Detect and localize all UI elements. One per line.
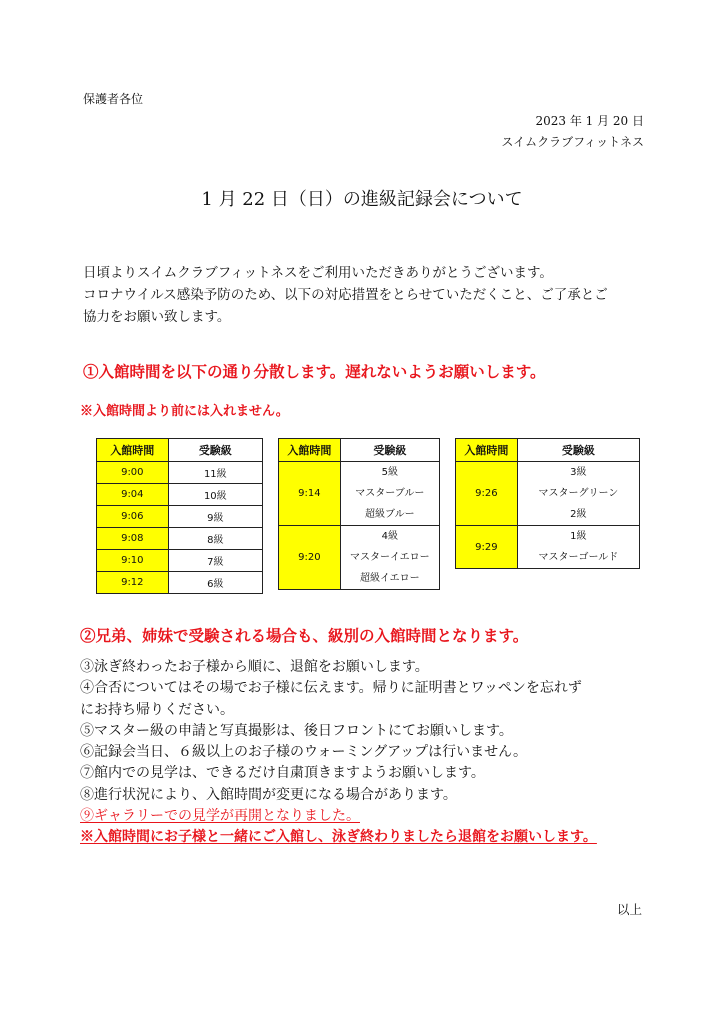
note-item: ④合否についてはその場でお子様に伝えます。帰りに証明書とワッペンを忘れず [80, 680, 582, 697]
table-header-row [456, 439, 640, 462]
note-item-gallery: ⑨ギャラリーでの見学が再開となりました。 [80, 808, 360, 825]
entry-time: 9:14 [279, 462, 341, 526]
grade: マスターグリーン [538, 488, 619, 499]
table-row [97, 528, 263, 550]
table-header-row [279, 439, 440, 462]
section1-heading: ①入館時間を以下の通り分散します。遅れないようお願いします。 [83, 362, 546, 381]
entry-time: 9:00 [97, 462, 169, 484]
table-row [97, 506, 263, 528]
intro-line: コロナウイルス感染予防のため、以下の対応措置をとらせていただくこと、ご了承とご [83, 287, 608, 303]
note-item: ⑥記録会当日、６級以上のお子様のウォーミングアップは行いません。 [80, 744, 528, 761]
section1-note: ※入館時間より前には入れません。 [80, 404, 289, 419]
table-row [456, 526, 640, 569]
grade: 超級ブルー [365, 509, 415, 520]
column-header-time: 入館時間 [97, 439, 169, 462]
grade: マスターイエロー [350, 552, 430, 563]
grade-group [340, 526, 439, 590]
notes-list [80, 657, 680, 849]
column-header-time: 入館時間 [279, 439, 341, 462]
grade: 7級 [168, 550, 262, 572]
page-title: 1 月 22 日（日）の進級記録会について [201, 189, 523, 210]
table-header-row [97, 439, 263, 462]
table-row [97, 572, 263, 594]
note-item: ⑧進行状況により、入館時間が変更になる場合があります。 [80, 786, 457, 803]
grade: マスターブルー [355, 488, 425, 499]
entry-time: 9:08 [97, 528, 169, 550]
organization-name: スイムクラブフィットネス [501, 135, 644, 149]
grade: 6級 [168, 572, 262, 594]
intro-line: 協力をお願い致します。 [83, 309, 231, 325]
grade: 4級 [381, 531, 399, 542]
grade: 2級 [570, 509, 587, 520]
note-item-entry-exit: ※入館時間にお子様と一緒にご入館し、泳ぎ終わりましたら退館をお願いします。 [80, 829, 597, 846]
schedule-table-3 [455, 438, 640, 569]
grade-group [517, 526, 639, 569]
table-row [279, 462, 440, 526]
grade: 3級 [570, 467, 587, 478]
entry-time: 9:12 [97, 572, 169, 594]
intro-paragraph [83, 262, 653, 328]
entry-time: 9:29 [456, 526, 518, 569]
column-header-time: 入館時間 [456, 439, 518, 462]
grade-group [340, 462, 439, 526]
schedule-table-2 [278, 438, 440, 590]
note-item: ⑦館内での見学は、できるだけ自粛頂きますようお願いします。 [80, 765, 485, 782]
grade: マスターゴールド [538, 552, 619, 563]
column-header-grade: 受験級 [517, 439, 639, 462]
grade: 5級 [381, 467, 399, 478]
table-row [97, 550, 263, 572]
grade: 10級 [168, 484, 262, 506]
table-row [97, 462, 263, 484]
table-row [279, 526, 440, 590]
grade: 8級 [168, 528, 262, 550]
note-item: ⑤マスター級の申請と写真撮影は、後日フロントにてお願いします。 [80, 722, 513, 739]
note-item: ③泳ぎ終わったお子様から順に、退館をお願いします。 [80, 659, 429, 675]
intro-line: 日頃よりスイムクラブフィットネスをご利用いただきありがとうございます。 [83, 265, 553, 281]
grade: 超級イエロー [360, 573, 420, 584]
table-row [456, 462, 640, 526]
entry-time: 9:10 [97, 550, 169, 572]
entry-time: 9:26 [456, 462, 518, 526]
entry-time: 9:04 [97, 484, 169, 506]
entry-time: 9:20 [279, 526, 341, 590]
column-header-grade: 受験級 [168, 439, 262, 462]
grade: 1級 [570, 531, 587, 542]
document-date: 2023 年 1 月 20 日 [535, 114, 644, 128]
grade: 9級 [168, 506, 262, 528]
addressee: 保護者各位 [83, 92, 144, 106]
section2-heading: ②兄弟、姉妹で受験される場合も、級別の入館時間となります。 [80, 626, 529, 645]
schedule-table-1 [96, 438, 263, 594]
note-item: にお持ち帰りください。 [80, 701, 234, 718]
closing-text: 以上 [616, 902, 642, 917]
table-row [97, 484, 263, 506]
column-header-grade: 受験級 [340, 439, 439, 462]
entry-time: 9:06 [97, 506, 169, 528]
grade-group [517, 462, 639, 526]
grade: 11級 [168, 462, 262, 484]
